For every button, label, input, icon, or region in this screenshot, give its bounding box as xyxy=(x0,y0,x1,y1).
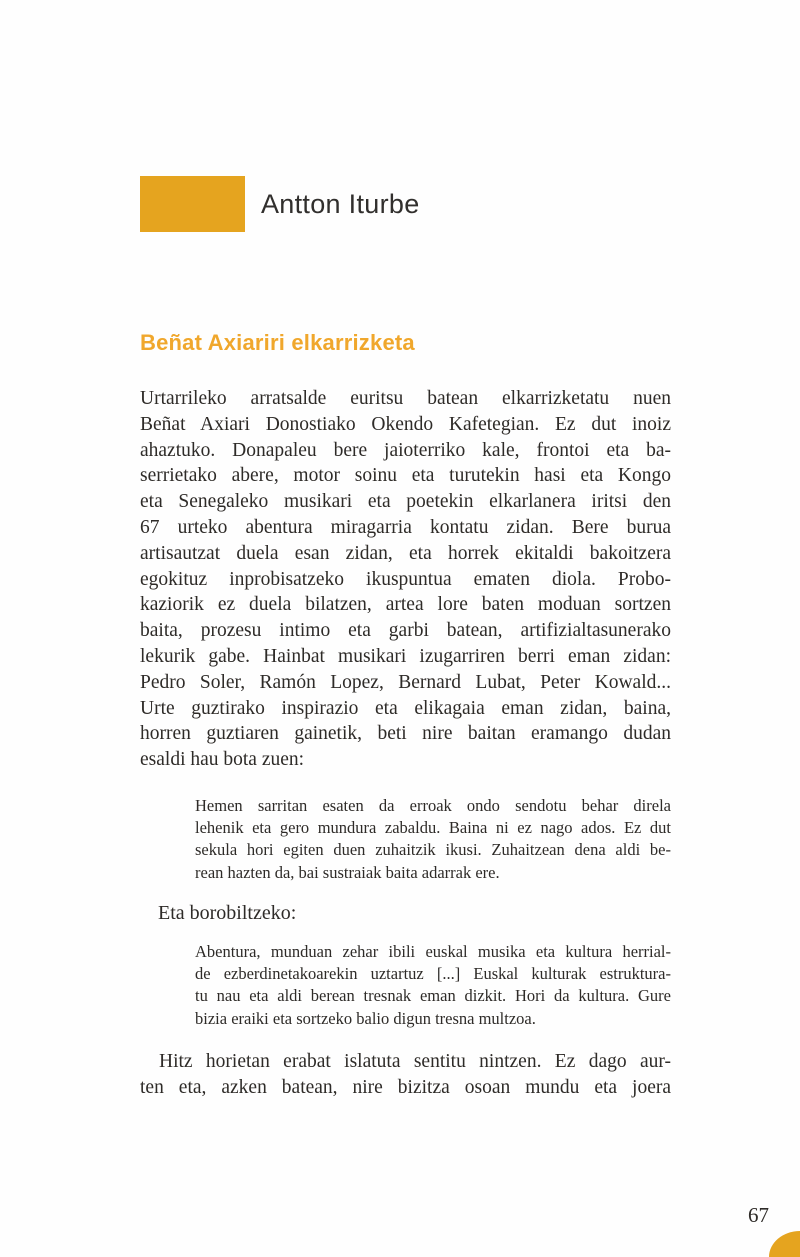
text-line: Hemen sarritan esaten da erroak ondo sendotu behar direla xyxy=(195,796,671,815)
page-number: 67 xyxy=(748,1203,769,1227)
text-line: Pedro Soler, Ramón Lopez, Bernard Lubat, Peter Kowald... xyxy=(140,671,671,693)
text-line: lekurik gabe. Hainbat musikari izugarriren berri eman zidan: xyxy=(140,645,671,667)
text-line: rean hazten da, bai sustraiak baita adarrak ere. xyxy=(195,862,500,882)
text-line: 67 urteko abentura miragarria kontatu zidan. Bere burua xyxy=(140,516,671,538)
text-line: esaldi hau bota zuen: xyxy=(140,749,305,771)
text-line: bizia eraiki eta sortzeko balio digun tresna multzoa. xyxy=(195,1008,536,1028)
paragraph-closing xyxy=(140,1049,671,1101)
text-line: horren guztiaren gainetik, beti nire baitan eramango dudan xyxy=(140,723,671,745)
text-line: lehenik eta gero mundura zabaldu. Baina ni ez nago ados. Ez dut xyxy=(195,818,671,838)
text-line: Urtarrileko arratsalde euritsu batean elkarrizketatu nuen xyxy=(140,388,671,409)
text-line: artisautzat duela esan zidan, eta horrek ekitaldi bakoitzera xyxy=(140,542,671,564)
blockquote-roots xyxy=(195,795,671,884)
text-line: tu nau eta aldi berean tresnak eman dizkit. Hori da kultura. Gure xyxy=(195,986,671,1006)
corner-decoration xyxy=(769,1231,800,1257)
text-line: Urte guztirako inspirazio eta elikagaia eman zidan, baina, xyxy=(140,697,671,719)
text-line: ahaztuko. Donapaleu bere jaioterriko kale, frontoi eta ba- xyxy=(140,439,671,461)
blockquote-culture xyxy=(195,941,671,1030)
paragraph-intro xyxy=(140,386,671,773)
text-line: Abentura, munduan zehar ibili euskal musika eta kultura herrial- xyxy=(195,942,671,961)
text-line: Beñat Axiari Donostiako Okendo Kafetegian. Ez dut inoiz xyxy=(140,413,671,435)
text-line: eta Senegaleko musikari eta poetekin elkarlanera iritsi den xyxy=(140,491,671,513)
text-line: egokituz inprobisatzeko ikuspuntua ematen diola. Probo- xyxy=(140,568,671,590)
chapter-author-title: Antton Iturbe xyxy=(261,188,420,219)
text-line: baita, prozesu intimo eta garbi batean, artifizialtasunerako xyxy=(140,620,671,642)
text-line: serrietako abere, motor soinu eta turutekin hasi eta Kongo xyxy=(140,465,671,487)
paragraph-lead-in: Eta borobiltzeko: xyxy=(158,902,297,924)
text-line: Hitz horietan erabat islatuta sentitu nintzen. Ez dago aur- xyxy=(159,1051,671,1072)
text-line: sekula hori egiten duen zuhaitzik ikusi. Zuhaitzean dena aldi be- xyxy=(195,840,671,860)
text-line: de ezberdinetakoarekin uztartuz [...] Euskal kulturak estruktura- xyxy=(195,964,671,984)
text-line: ten eta, azken batean, nire bizitza osoan mundu eta joera xyxy=(140,1076,671,1098)
text-line: kaziorik ez duela bilatzen, artea lore baten moduan sortzen xyxy=(140,594,671,616)
article-heading: Beñat Axiariri elkarrizketa xyxy=(140,330,415,355)
accent-rectangle xyxy=(140,176,245,232)
